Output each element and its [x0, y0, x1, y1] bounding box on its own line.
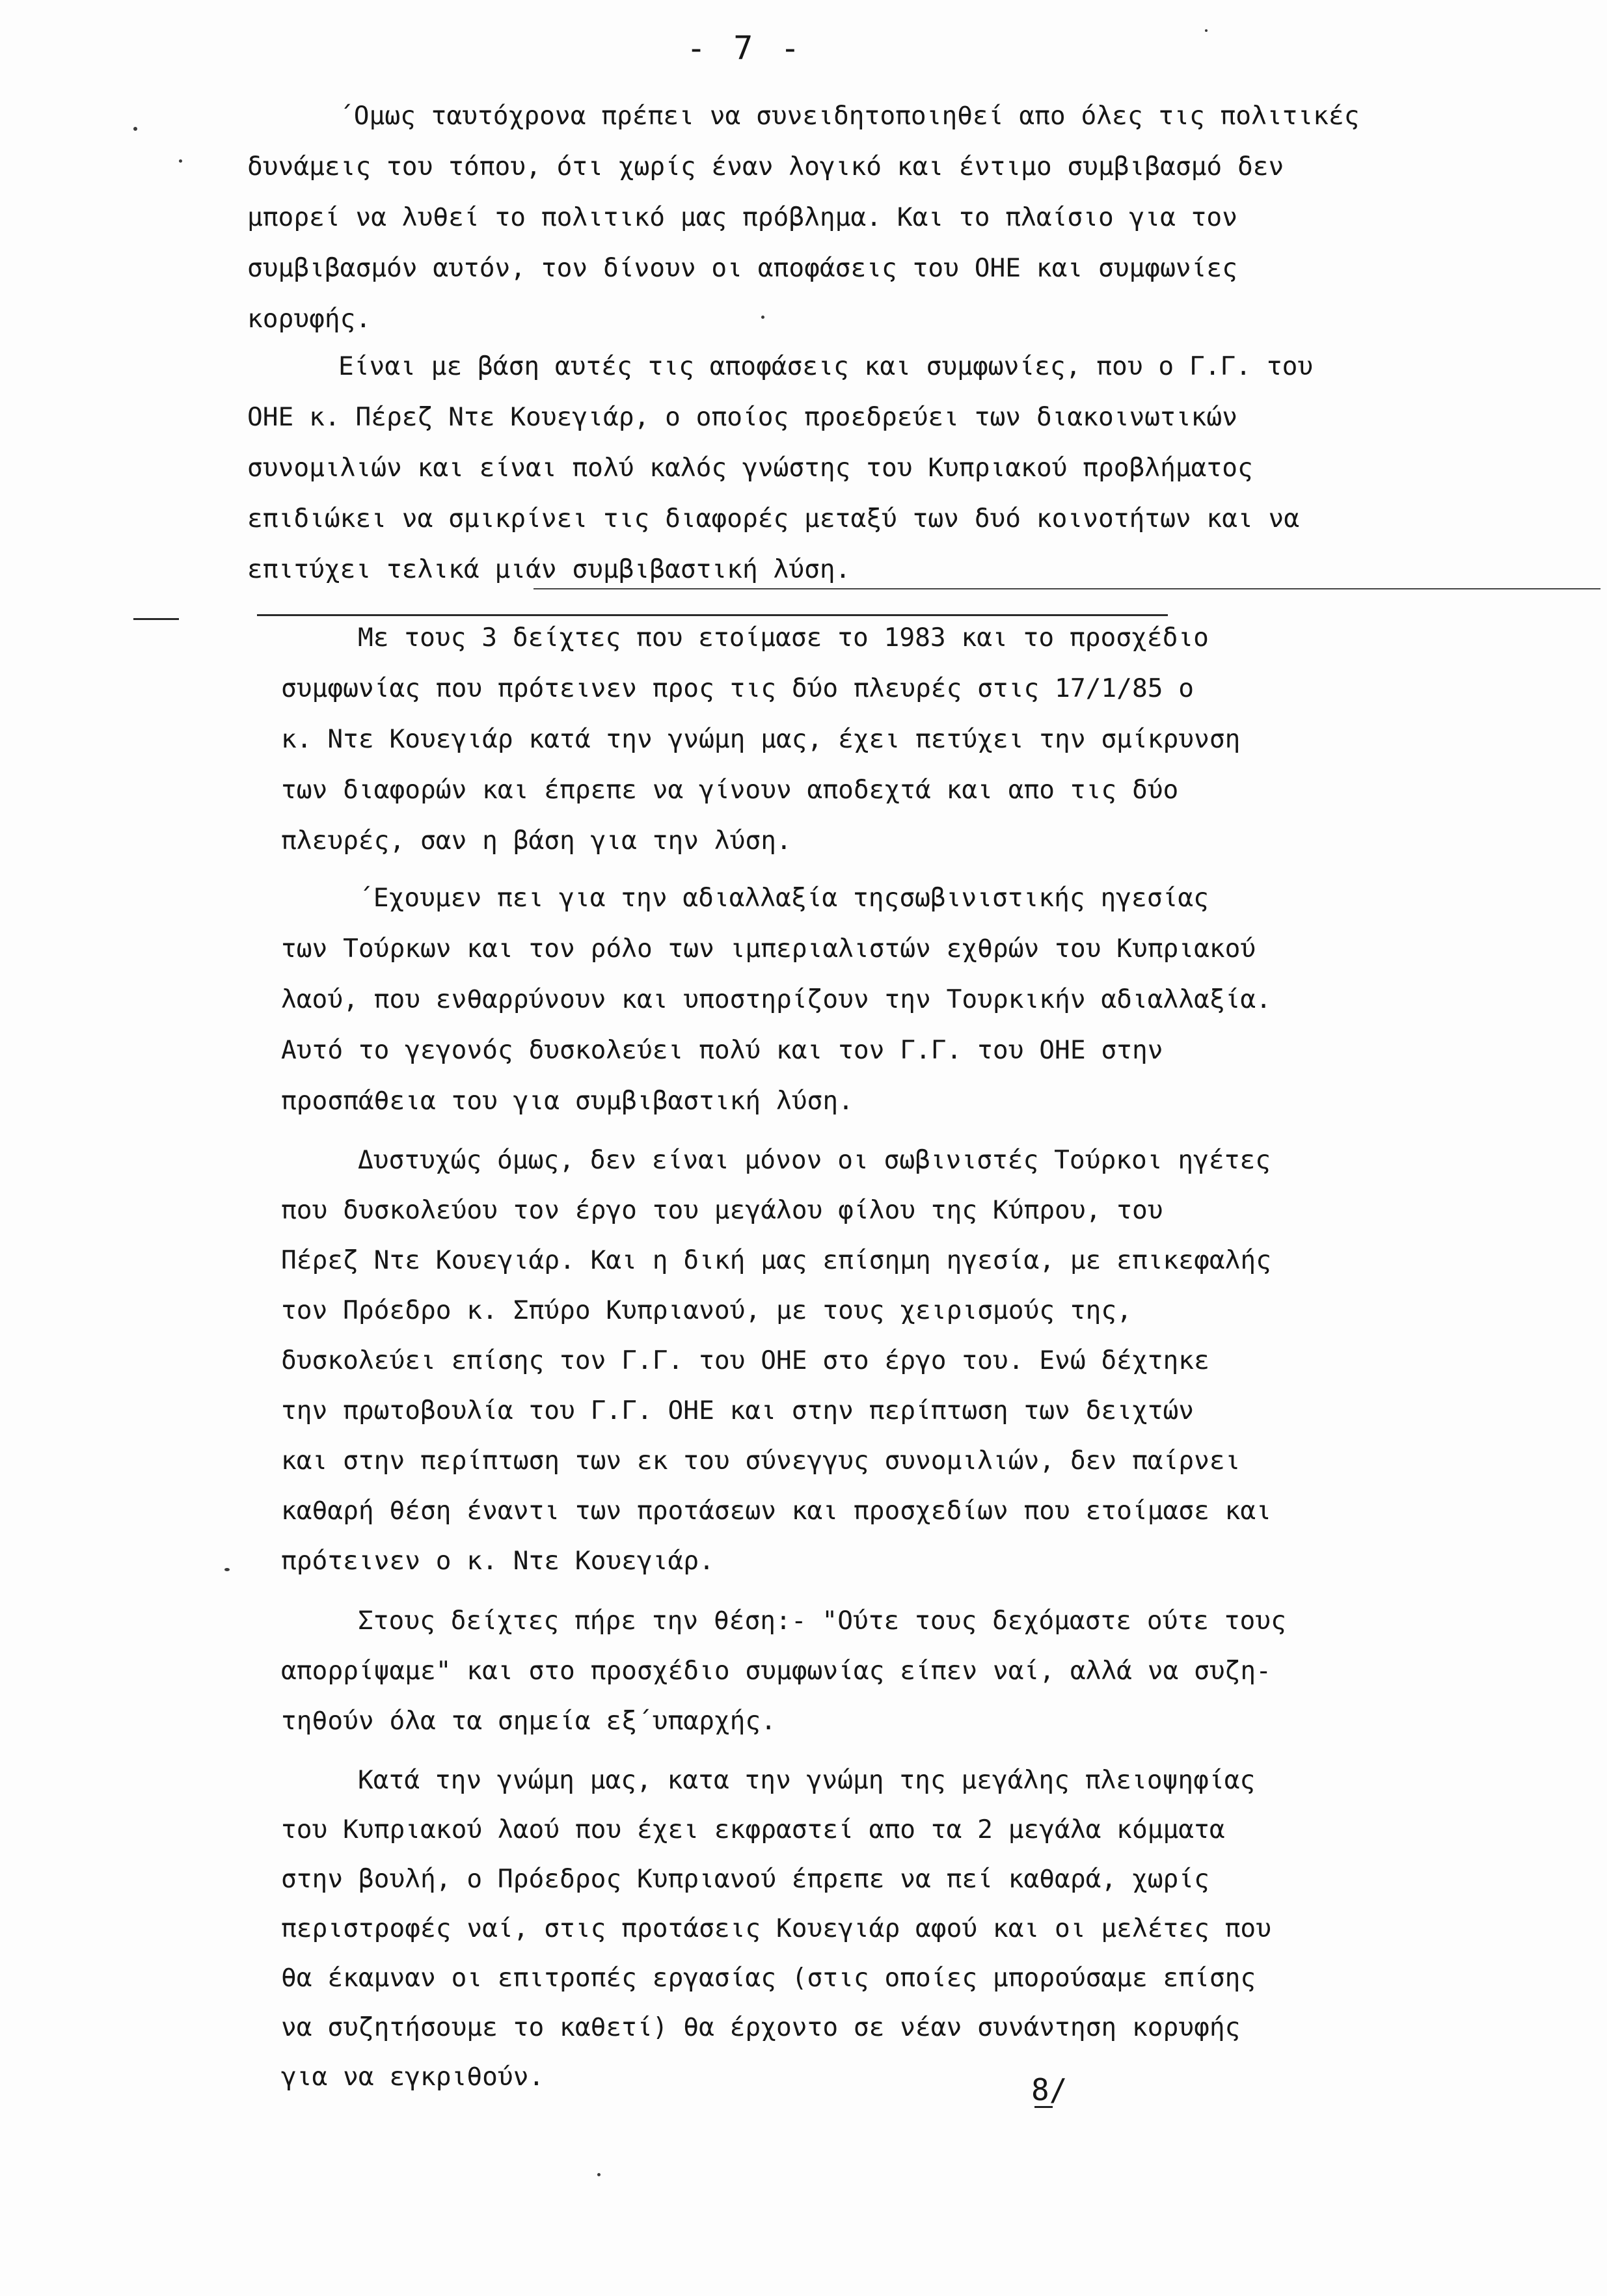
separator-rule-left	[133, 618, 179, 620]
text-line: συμβιβασμόν αυτόν, τον δίνουν οι αποφάσεις του ΟΗΕ και συμφωνίες	[247, 253, 1237, 283]
text-line: ΄Εχουμεν πει για την αδιαλλαξία τηςσωβινιστικής ηγεσίας	[358, 883, 1209, 913]
separator-rule-top	[533, 588, 1600, 589]
text-line: μπορεί να λυθεί το πολιτικό μας πρόβλημα. Και το πλαίσιο για τον	[247, 202, 1237, 232]
text-line: ΄Ομως ταυτόχρονα πρέπει να συνειδητοποιηθεί απο όλες τις πολιτικές	[338, 101, 1360, 131]
text-line: Δυστυχώς όμως, δεν είναι μόνον οι σωβινιστές Τούρκοι ηγέτες	[358, 1145, 1271, 1175]
footer-underline	[1034, 2106, 1053, 2108]
text-line: για να εγκριθούν.	[281, 2062, 545, 2092]
scan-speck	[179, 159, 182, 163]
text-line: Αυτό το γεγονός δυσκολεύει πολύ και τον Γ.Γ. του ΟΗΕ στην	[281, 1035, 1163, 1065]
text-line: ΟΗΕ κ. Πέρεζ Ντε Κουεγιάρ, ο οποίος προεδρεύει των διακοινωτικών	[247, 402, 1237, 432]
text-line: κ. Ντε Κουεγιάρ κατά την γνώμη μας, έχει πετύχει την σμίκρυνση	[281, 724, 1241, 754]
text-line: τον Πρόεδρο κ. Σπύρο Κυπριανού, με τους χειρισμούς της,	[281, 1295, 1132, 1325]
text-line: δυσκολεύει επίσης τον Γ.Γ. του ΟΗΕ στο έργο του. Ενώ δέχτηκε	[281, 1345, 1209, 1375]
text-line: συνομιλιών και είναι πολύ καλός γνώστης του Κυπριακού προβλήματος	[247, 453, 1253, 483]
text-line: Πέρεζ Ντε Κουεγιάρ. Και η δική μας επίσημη ηγεσία, με επικεφαλής	[281, 1245, 1271, 1275]
text-line: θα έκαμναν οι επιτροπές εργασίας (στις οποίες μπορούσαμε επίσης	[281, 1963, 1256, 1993]
text-line: πρότεινεν ο κ. Ντε Κουεγιάρ.	[281, 1546, 714, 1576]
text-line: απορρίψαμε" και στο προσχέδιο συμφωνίας είπεν ναί, αλλά να συζη-	[281, 1656, 1271, 1686]
text-line: του Κυπριακού λαού που έχει εκφραστεί απο τα 2 μεγάλα κόμματα	[281, 1815, 1225, 1844]
text-line: Είναι με βάση αυτές τις αποφάσεις και συμφωνίες, που ο Γ.Γ. του	[338, 351, 1314, 381]
scan-speck	[597, 2173, 601, 2176]
scan-speck	[133, 127, 137, 131]
text-line: επιτύχει τελικά μιάν συμβιβαστική λύση.	[247, 554, 851, 584]
text-line: των διαφορών και έπρεπε να γίνουν αποδεχτά και απο τις δύο	[281, 775, 1179, 805]
separator-rule-bottom	[257, 614, 1168, 616]
text-line: Κατά την γνώμη μας, κατα την γνώμη της μεγάλης πλειοψηφίας	[358, 1765, 1256, 1795]
text-line: λαού, που ενθαρρύνουν και υποστηρίζουν την Τουρκικήν αδιαλλαξία.	[281, 984, 1271, 1014]
text-line: δυνάμεις του τόπου, ότι χωρίς έναν λογικό και έντιμο συμβιβασμό δεν	[247, 152, 1284, 182]
text-line: κορυφής.	[247, 304, 371, 334]
text-line: να συζητήσουμε το καθετί) θα έρχοντο σε νέαν συνάντηση κορυφής	[281, 2012, 1241, 2042]
continuation-page-number: 8/	[1031, 2072, 1068, 2107]
scan-speck	[761, 316, 764, 319]
text-line: που δυσκολεύου τον έργο του μεγάλου φίλου της Κύπρου, του	[281, 1195, 1163, 1225]
text-line: καθαρή θέση έναντι των προτάσεων και προσχεδίων που ετοίμασε και	[281, 1496, 1271, 1526]
text-line: πλευρές, σαν η βάση για την λύση.	[281, 826, 792, 856]
text-line: επιδιώκει να σμικρίνει τις διαφορές μεταξύ των δυό κοινοτήτων και να	[247, 504, 1300, 533]
text-line: προσπάθεια του για συμβιβαστική λύση.	[281, 1086, 854, 1116]
scan-speck	[1205, 29, 1208, 32]
text-line: συμφωνίας που πρότεινεν προς τις δύο πλευρές στις 17/1/85 ο	[281, 673, 1195, 703]
page-number: - 7 -	[686, 29, 804, 67]
text-line: περιστροφές ναί, στις προτάσεις Κουεγιάρ αφού και οι μελέτες που	[281, 1913, 1271, 1943]
text-line: των Τούρκων και τον ρόλο των ιμπεριαλιστών εχθρών του Κυπριακού	[281, 934, 1256, 964]
text-line: στην βουλή, ο Πρόεδρος Κυπριανού έπρεπε να πεί καθαρά, χωρίς	[281, 1864, 1209, 1894]
scan-speck	[224, 1568, 230, 1571]
text-line: Με τους 3 δείχτες που ετοίμασε το 1983 και το προσχέδιο	[358, 623, 1209, 653]
text-line: την πρωτοβουλία του Γ.Γ. ΟΗΕ και στην περίπτωση των δειχτών	[281, 1396, 1195, 1425]
text-line: και στην περίπτωση των εκ του σύνεγγυς συνομιλιών, δεν παίρνει	[281, 1446, 1241, 1476]
text-line: Στους δείχτες πήρε την θέση:- "Ούτε τους δεχόμαστε ούτε τους	[358, 1606, 1286, 1636]
text-line: τηθούν όλα τα σημεία εξ΄υπαρχής.	[281, 1706, 776, 1736]
